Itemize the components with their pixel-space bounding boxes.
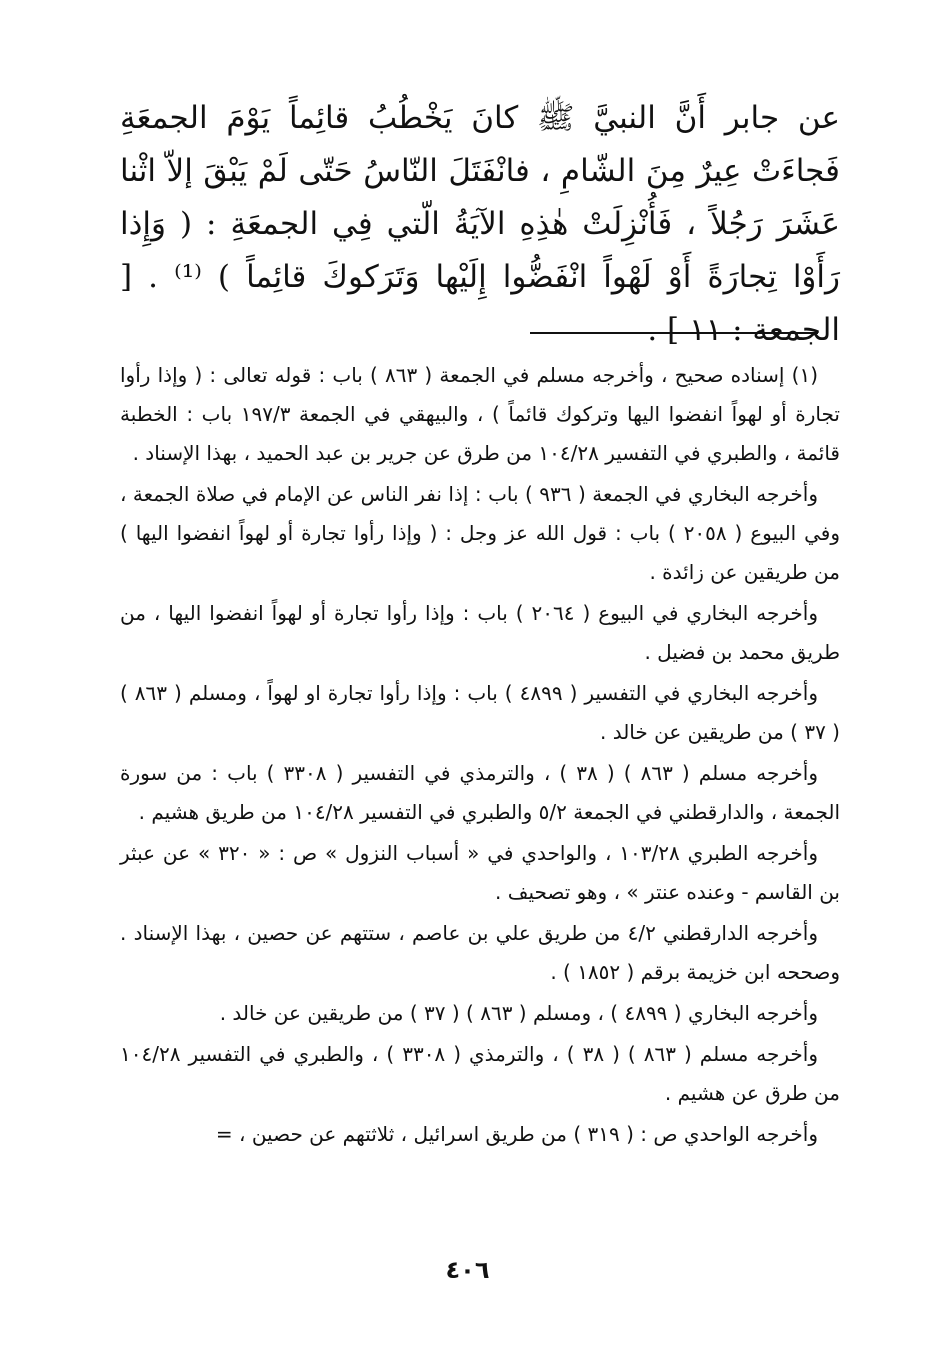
footnote-daraqutni: وأخرجه الدارقطني ٤/٢ من طريق علي بن عاصم ، ستتهم عن حصين ، بهذا الإسناد . وصححه ابن خزيمة برقم ( ١٨٥٢ ) .	[120, 921, 840, 984]
page-number: ٤٠٦	[445, 1256, 490, 1284]
footnote-muslim-tirmidhi: وأخرجه مسلم ( ٨٦٣ ) ( ٣٨ ) ، والترمذي في التفسير ( ٣٣٠٨ ) باب : من سورة الجمعة ، والدارقطني في الجمعة ٥/٢ والطبري في التفسير ١٠٤/٢٨ من طريق هشيم .	[120, 761, 840, 824]
footnotes	[120, 356, 840, 1156]
footnote-bukhari-tafsir: وأخرجه البخاري في التفسير ( ٤٨٩٩ ) باب : وإذا رأوا تجارة او لهواً ، ومسلم ( ٨٦٣ ) ( ٣٧ ) من طريقين عن خالد .	[120, 681, 840, 744]
hadith-text: عن جابر أَنَّ النبيَّ ﷺ كانَ يَخْطُبُ قائِماً يَوْمَ الجمعَةِ فَجاءَتْ عِيرٌ مِنَ الشّامِ ، فانْفَتَلَ النّاسُ حَتّى لَمْ يَبْقَ إلاّ اثْنا عَشَرَ رَجُلاً ، فَأُنْزِلَتْ هٰذِهِ الآيَةُ الّتي فِي الجمعَةِ : ( وَإِذا رَأَوْا تِجارَةً أَوْ لَهْواً انْفَضُّوا إِلَيْها وَتَرَكوكَ قائِماً ) ⁽¹⁾ . [ الجمعة : ١١ ] .	[120, 100, 840, 348]
footnote-bukhari-buyu: وأخرجه البخاري في البيوع ( ٢٠٦٤ ) باب : وإذا رأوا تجارة أو لهواً انفضوا اليها ، من طريق محمد بن فضيل .	[120, 601, 840, 664]
footnote-bukhari-muslim: وأخرجه البخاري ( ٤٨٩٩ ) ، ومسلم ( ٨٦٣ ) ( ٣٧ ) من طريقين عن خالد .	[219, 1001, 818, 1025]
footnote-bukhari-jumua: وأخرجه البخاري في الجمعة ( ٩٣٦ ) باب : إذا نفر الناس عن الإمام في صلاة الجمعة ، وفي البيوع ( ٢٠٥٨ ) باب : قول الله عز وجل : ( وإذا رأوا تجارة أو لهواً انفضوا اليها ) من طريقين عن زائدة .	[120, 482, 840, 584]
footnote-muslim-tabari: وأخرجه مسلم ( ٨٦٣ ) ( ٣٨ ) ، والترمذي ( ٣٣٠٨ ) ، والطبري في التفسير ١٠٤/٢٨ من طرق عن هشيم .	[120, 1042, 840, 1105]
footnote-wahidi-continued: وأخرجه الواحدي ص : ( ٣١٩ ) من طريق اسرائيل ، ثلاثتهم عن حصين ، =	[215, 1122, 818, 1146]
footnote-1: (١) إسناده صحيح ، وأخرجه مسلم في الجمعة ( ٨٦٣ ) باب : قوله تعالى : ( وإذا رأوا تجارة أو لهواً انفضوا اليها وتركوك قائماً ) ، والبيهقي في الجمعة ١٩٧/٣ باب : الخطبة قائمة ، والطبري في التفسير ١٠٤/٢٨ من طرق عن جرير بن عبد الحميد ، بهذا الإسناد .	[120, 363, 840, 465]
footnote-tabari-wahidi: وأخرجه الطبري ١٠٣/٢٨ ، والواحدي في « أسباب النزول » ص : « ٣٢٠ » عن عبثر بن القاسم - وعنده عنتر » ، وهو تصحيف .	[120, 841, 840, 904]
footnote-separator	[530, 332, 818, 334]
